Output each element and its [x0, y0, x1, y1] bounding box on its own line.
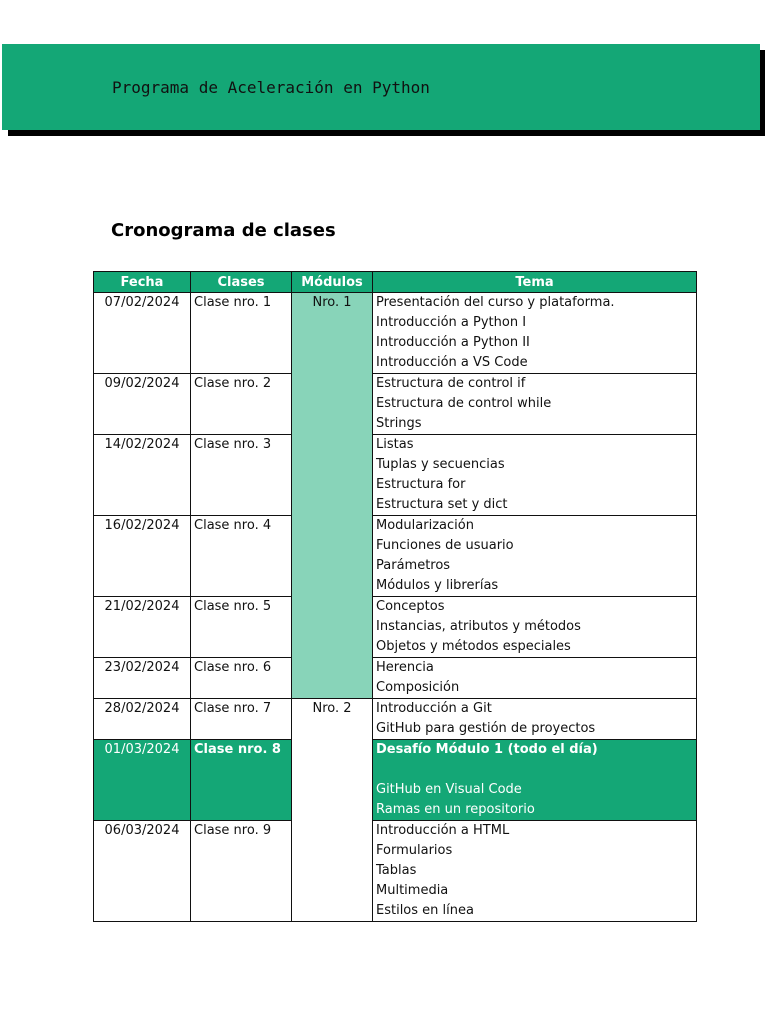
date-cell: 14/02/2024 — [94, 435, 191, 516]
topics-cell — [373, 740, 697, 821]
topic-item: Conceptos — [376, 599, 445, 614]
class-cell: Clase nro. 2 — [191, 374, 292, 435]
table-row — [94, 516, 697, 597]
table-row — [94, 293, 697, 374]
class-cell: Clase nro. 9 — [191, 821, 292, 922]
topic-item: Introducción a Python II — [376, 335, 530, 350]
header-banner — [2, 44, 760, 130]
topic-item: Desafío Módulo 1 (todo el día) — [376, 742, 598, 757]
table-row — [94, 435, 697, 516]
column-header-module: Módulos — [292, 272, 373, 293]
topics-cell — [373, 658, 697, 699]
topics-cell — [373, 516, 697, 597]
topic-item: Estructura de control while — [376, 396, 552, 411]
topic-item — [376, 760, 693, 780]
topic-item: Estilos en línea — [376, 903, 474, 918]
class-cell: Clase nro. 1 — [191, 293, 292, 374]
topic-item: Introducción a HTML — [376, 823, 510, 838]
topic-item: Funciones de usuario — [376, 538, 514, 553]
class-cell: Clase nro. 4 — [191, 516, 292, 597]
topics-cell — [373, 699, 697, 740]
module-cell: Nro. 1 — [292, 293, 373, 699]
topic-item: Instancias, atributos y métodos — [376, 619, 581, 634]
topic-item: Tablas — [376, 863, 417, 878]
class-cell: Clase nro. 6 — [191, 658, 292, 699]
topic-item: Ramas en un repositorio — [376, 802, 535, 817]
topics-cell — [373, 374, 697, 435]
topic-item: Parámetros — [376, 558, 451, 573]
class-cell: Clase nro. 8 — [191, 740, 292, 821]
class-cell: Clase nro. 3 — [191, 435, 292, 516]
date-cell: 06/03/2024 — [94, 821, 191, 922]
column-header-topic: Tema — [373, 272, 697, 293]
program-title: Programa de Aceleración en Python — [112, 78, 430, 97]
topics-cell — [373, 821, 697, 922]
topic-item: Modularización — [376, 518, 474, 533]
topic-item: Introducción a Git — [376, 701, 492, 716]
table-row — [94, 374, 697, 435]
date-cell: 21/02/2024 — [94, 597, 191, 658]
topic-item: GitHub en Visual Code — [376, 782, 522, 797]
module-cell: Nro. 2 — [292, 699, 373, 922]
column-header-class: Clases — [191, 272, 292, 293]
class-cell: Clase nro. 7 — [191, 699, 292, 740]
topic-item: Estructura de control if — [376, 376, 526, 391]
topic-item: Introducción a VS Code — [376, 355, 528, 370]
date-cell: 23/02/2024 — [94, 658, 191, 699]
column-header-date: Fecha — [94, 272, 191, 293]
topic-item: Strings — [376, 416, 422, 431]
date-cell: 16/02/2024 — [94, 516, 191, 597]
topic-item: Estructura for — [376, 477, 466, 492]
topic-item: Composición — [376, 680, 460, 695]
topic-item: Estructura set y dict — [376, 497, 508, 512]
class-cell: Clase nro. 5 — [191, 597, 292, 658]
date-cell: 01/03/2024 — [94, 740, 191, 821]
table-row — [94, 821, 697, 922]
topic-item: Objetos y métodos especiales — [376, 639, 571, 654]
topic-item: Módulos y librerías — [376, 578, 499, 593]
date-cell: 07/02/2024 — [94, 293, 191, 374]
date-cell: 09/02/2024 — [94, 374, 191, 435]
schedule-table — [93, 271, 697, 922]
topics-cell — [373, 597, 697, 658]
table-row-highlighted — [94, 740, 697, 821]
topic-item: Presentación del curso y plataforma. — [376, 295, 615, 310]
topic-item: Herencia — [376, 660, 434, 675]
table-row — [94, 699, 697, 740]
topic-item: Multimedia — [376, 883, 449, 898]
section-title: Cronograma de clases — [111, 220, 336, 241]
topic-item: Listas — [376, 437, 414, 452]
table-row — [94, 597, 697, 658]
table-row — [94, 658, 697, 699]
topic-item: Formularios — [376, 843, 453, 858]
date-cell: 28/02/2024 — [94, 699, 191, 740]
topics-cell — [373, 435, 697, 516]
topic-item: Tuplas y secuencias — [376, 457, 505, 472]
topics-cell — [373, 293, 697, 374]
table-header-row — [94, 272, 697, 293]
topic-item: GitHub para gestión de proyectos — [376, 721, 596, 736]
topic-item: Introducción a Python I — [376, 315, 527, 330]
